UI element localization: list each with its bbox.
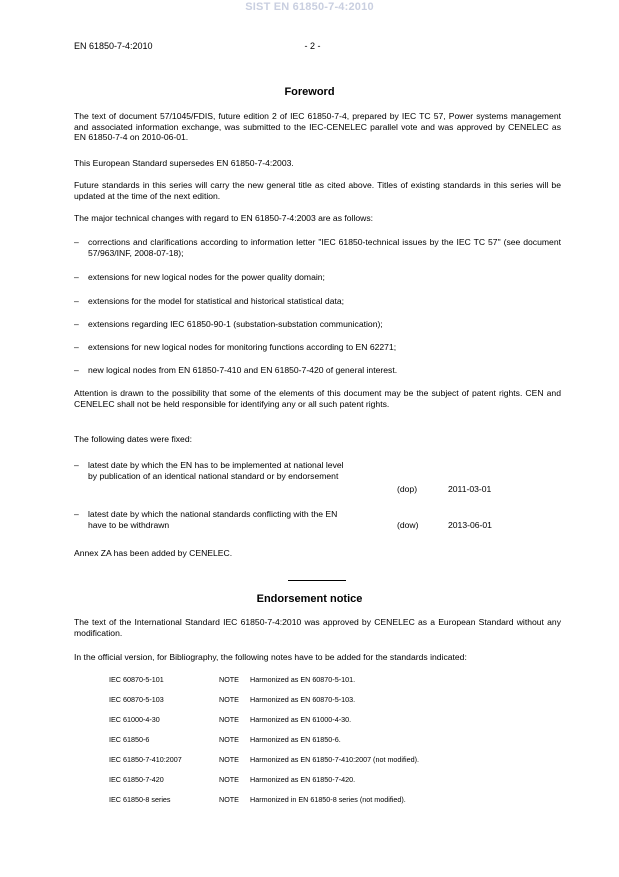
list-dash: –	[74, 319, 79, 329]
note-standard: IEC 61850-7-420	[109, 775, 164, 784]
document-id: EN 61850-7-4:2010	[74, 41, 153, 51]
note-label: NOTE	[219, 795, 239, 804]
date-value: 2013-06-01	[448, 520, 492, 530]
change-item: extensions for new logical nodes for monitoring functions according to EN 62271;	[88, 342, 397, 352]
list-dash: –	[74, 342, 79, 352]
note-text: Harmonized as EN 61850-7-410:2007 (not modified).	[250, 755, 420, 764]
list-dash: –	[74, 272, 79, 282]
section-divider	[288, 580, 346, 581]
foreword-paragraph: This European Standard supersedes EN 61850-7-4:2003.	[74, 158, 294, 168]
change-item: new logical nodes from EN 61850-7-410 and EN 61850-7-420 of general interest.	[88, 365, 398, 375]
note-standard: IEC 61850-8 series	[109, 795, 171, 804]
page-number: - 2 -	[304, 41, 321, 51]
change-item: extensions for new logical nodes for the power quality domain;	[88, 272, 325, 282]
note-standard: IEC 61850-7-410:2007	[109, 755, 182, 764]
note-text: Harmonized in EN 61850-8 series (not modified).	[250, 795, 406, 804]
change-item: corrections and clarifications according to information letter "IEC 61850-technical issues by the IEC TC 57" (see document 57/963/INF, 2008-07-18);	[88, 237, 561, 258]
change-item: extensions for the model for statistical and historical statistical data;	[88, 296, 345, 306]
note-label: NOTE	[219, 695, 239, 704]
patent-paragraph: Attention is drawn to the possibility that some of the elements of this document may be the subject of patent rights. CEN and CENELEC shall not be held responsible for identifying any or all such patent rights.	[74, 388, 561, 409]
foreword-paragraph: The following dates were fixed:	[74, 434, 192, 444]
note-text: Harmonized as EN 60870-5-101.	[250, 675, 356, 684]
note-label: NOTE	[219, 735, 239, 744]
note-label: NOTE	[219, 755, 239, 764]
change-item: extensions regarding IEC 61850-90-1 (substation-substation communication);	[88, 319, 383, 329]
foreword-paragraph: The text of document 57/1045/FDIS, future edition 2 of IEC 61850-7-4, prepared by IEC TC 57, Power systems management and associated information exchange, was submitted to the IEC-CENELEC parallel vote and was approved by CENELEC as EN 61850-7-4 on 2010-06-01.	[74, 111, 561, 142]
note-standard: IEC 61000-4-30	[109, 715, 160, 724]
date-description: latest date by which the national standards conflicting with the EN have to be withdrawn	[88, 509, 338, 530]
note-standard: IEC 60870-5-101	[109, 675, 164, 684]
list-dash: –	[74, 296, 79, 306]
note-text: Harmonized as EN 61000-4-30.	[250, 715, 352, 724]
note-standard: IEC 61850-6	[109, 735, 150, 744]
endorsement-title: Endorsement notice	[256, 593, 363, 605]
note-text: Harmonized as EN 61850-7-420.	[250, 775, 356, 784]
list-dash: –	[74, 460, 79, 470]
note-label: NOTE	[219, 675, 239, 684]
date-code: (dop)	[397, 484, 418, 494]
annex-note: Annex ZA has been added by CENELEC.	[74, 548, 233, 558]
list-dash: –	[74, 237, 79, 247]
list-dash: –	[74, 365, 79, 375]
note-text: Harmonized as EN 60870-5-103.	[250, 695, 356, 704]
note-text: Harmonized as EN 61850-6.	[250, 735, 341, 744]
note-label: NOTE	[219, 715, 239, 724]
watermark: SIST EN 61850-7-4:2010	[245, 1, 374, 13]
foreword-title: Foreword	[284, 86, 335, 98]
date-description: latest date by which the EN has to be implemented at national level by publication of an identical national standard or by endorsement	[88, 460, 344, 481]
endorsement-paragraph: The text of the International Standard IEC 61850-7-4:2010 was approved by CENELEC as a European Standard without any modification.	[74, 617, 561, 638]
note-label: NOTE	[219, 775, 239, 784]
date-code: (dow)	[397, 520, 419, 530]
foreword-paragraph: The major technical changes with regard to EN 61850-7-4:2003 are as follows:	[74, 213, 374, 223]
foreword-paragraph: Future standards in this series will carry the new general title as cited above. Titles of existing standards in this series will be updated at the time of the next edition.	[74, 180, 561, 201]
date-value: 2011-03-01	[448, 484, 492, 494]
list-dash: –	[74, 509, 79, 519]
endorsement-paragraph: In the official version, for Bibliography, the following notes have to be added for the standards indicated:	[74, 652, 467, 662]
note-standard: IEC 60870-5-103	[109, 695, 164, 704]
